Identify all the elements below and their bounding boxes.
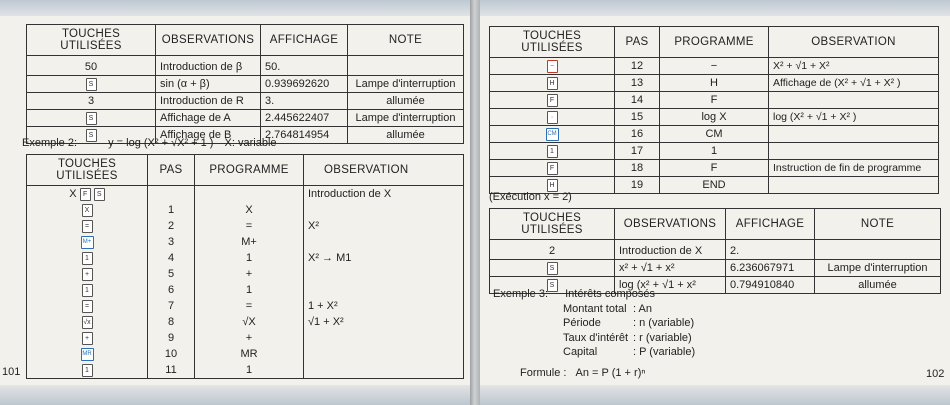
- calculator-key-icon: ·: [547, 111, 558, 124]
- program-cell: H: [660, 75, 769, 92]
- obs-cell: [304, 346, 464, 362]
- table-row: [27, 362, 464, 379]
- table-header: [490, 27, 939, 58]
- display-cell: 6.236067971: [726, 260, 815, 277]
- definition-term: Montant total: [563, 302, 627, 315]
- definition-term: Capital: [563, 346, 598, 358]
- obs-cell: x² + √1 + x²: [615, 260, 726, 277]
- note-cell: allumée: [815, 277, 941, 294]
- key-cell: [490, 58, 615, 75]
- calculator-key-icon: M+: [81, 236, 94, 249]
- obs-cell: Affichage de (X² + √1 + X² ): [769, 75, 939, 92]
- formula: An = P (1 + r)ⁿ: [575, 366, 646, 379]
- note-cell: allumée: [348, 93, 464, 110]
- calculator-key-icon: √x: [82, 316, 93, 329]
- note-cell: Lampe d'interruption: [348, 76, 464, 93]
- col-header: PAS: [615, 27, 660, 58]
- calculator-key-icon: 1: [547, 145, 558, 158]
- step-cell: 10: [148, 346, 195, 362]
- program-cell: 1: [195, 282, 304, 298]
- step-cell: 9: [148, 330, 195, 346]
- table-row: [27, 218, 464, 234]
- display-cell: 0.939692620: [261, 76, 348, 93]
- display-cell: 0.794910840: [726, 277, 815, 294]
- calculator-key-icon: 1: [82, 364, 93, 377]
- table-row: [490, 260, 941, 277]
- obs-cell: [304, 330, 464, 346]
- page-number: 101: [2, 366, 21, 378]
- col-header: NOTE: [815, 209, 941, 240]
- step-cell: 2: [148, 218, 195, 234]
- example-label: Exemple 3:: [493, 288, 549, 300]
- obs-cell: X² + √1 + X²: [769, 58, 939, 75]
- key-cell: 50: [27, 56, 156, 76]
- obs-cell: [769, 92, 939, 109]
- key-label: X: [69, 188, 77, 200]
- example-3: [493, 287, 695, 380]
- program-cell: +: [195, 266, 304, 282]
- example-title: Intérêts composés: [565, 288, 655, 300]
- program-table-1: [26, 154, 464, 379]
- execution-note: (Exécution x = 2): [489, 191, 572, 203]
- calculator-key-icon: 1: [82, 284, 93, 297]
- step-cell: 8: [148, 314, 195, 330]
- col-header: TOUCHES UTILISÉES: [490, 209, 615, 240]
- program-cell: 1: [660, 143, 769, 160]
- definition-row: [493, 316, 695, 331]
- program-cell: 1: [195, 250, 304, 266]
- key-cell: [27, 250, 148, 266]
- example-variable: X: variable: [224, 137, 277, 149]
- key-cell: [27, 314, 148, 330]
- calculator-key-icon: F: [547, 94, 558, 107]
- obs-cell: X² → M1: [304, 250, 464, 266]
- key-cell: [27, 76, 156, 93]
- shift-key-icon: S: [547, 262, 558, 275]
- program-cell: F: [660, 92, 769, 109]
- program-cell: MR: [195, 346, 304, 362]
- obs-cell: [769, 126, 939, 143]
- table-row: [490, 58, 939, 75]
- program-cell: √X: [195, 314, 304, 330]
- example-formula: y = log (X² + √X² + 1 ): [108, 137, 214, 149]
- step-cell: 3: [148, 234, 195, 250]
- step-cell: 16: [615, 126, 660, 143]
- calculator-key-icon: =: [82, 220, 93, 233]
- obs-cell: [304, 202, 464, 218]
- calculator-key-icon: +: [82, 332, 93, 345]
- col-header: PROGRAMME: [660, 27, 769, 58]
- example-2-caption: [22, 137, 277, 149]
- example-3-title-row: [493, 287, 695, 302]
- table-header: [27, 25, 464, 56]
- col-header: TOUCHES UTILISÉES: [27, 155, 148, 186]
- program-cell: −: [660, 58, 769, 75]
- table-row: [27, 330, 464, 346]
- definition-value: : r (variable): [633, 331, 692, 344]
- key-cell: [490, 126, 615, 143]
- example-label: Exemple 2:: [22, 137, 78, 149]
- program-cell: [195, 186, 304, 203]
- col-header: PAS: [148, 155, 195, 186]
- program-cell: END: [660, 177, 769, 194]
- obs-cell: sin (α + β): [156, 76, 261, 93]
- col-header: TOUCHES UTILISÉES: [27, 25, 156, 56]
- table-row: [27, 346, 464, 362]
- key-cell: [27, 266, 148, 282]
- page-edge-shadow: [0, 0, 470, 16]
- obs-cell: Introduction de X: [304, 186, 464, 203]
- obs-cell: X²: [304, 218, 464, 234]
- program-cell: CM: [660, 126, 769, 143]
- table-row: [27, 282, 464, 298]
- col-header: TOUCHES UTILISÉES: [490, 27, 615, 58]
- key-cell: [27, 362, 148, 379]
- program-cell: M+: [195, 234, 304, 250]
- program-cell: F: [660, 160, 769, 177]
- definition-value: : An: [633, 302, 652, 315]
- col-header: OBSERVATION: [769, 27, 939, 58]
- table-row: [27, 234, 464, 250]
- display-cell: 2.764814954: [261, 127, 348, 144]
- obs-cell: Instruction de fin de programme: [769, 160, 939, 177]
- col-header: AFFICHAGE: [261, 25, 348, 56]
- col-header: OBSERVATION: [304, 155, 464, 186]
- definition-value: : n (variable): [633, 317, 695, 329]
- step-cell: [148, 186, 195, 203]
- obs-cell: log (X² + √1 + X² ): [769, 109, 939, 126]
- program-cell: 1: [195, 362, 304, 379]
- definition-term: Taux d'intérêt: [563, 331, 629, 344]
- shift-key-icon: S: [86, 78, 97, 91]
- calculator-key-icon: −: [547, 60, 558, 73]
- obs-cell: [769, 143, 939, 160]
- col-header: OBSERVATIONS: [156, 25, 261, 56]
- key-cell: [27, 110, 156, 127]
- table-row: [27, 298, 464, 314]
- display-cell: 50.: [261, 56, 348, 76]
- key-cell: 3: [27, 93, 156, 110]
- calculator-key-icon: F: [547, 162, 558, 175]
- note-cell: allumée: [348, 127, 464, 144]
- results-table-2: [489, 208, 941, 294]
- step-cell: 17: [615, 143, 660, 160]
- table-row: [490, 240, 941, 260]
- step-cell: 11: [148, 362, 195, 379]
- program-cell: +: [195, 330, 304, 346]
- book-gutter: [470, 0, 480, 405]
- col-header: AFFICHAGE: [726, 209, 815, 240]
- program-rows: [27, 202, 464, 379]
- key-cell: [27, 330, 148, 346]
- page-edge-shadow: [480, 385, 950, 405]
- step-cell: 6: [148, 282, 195, 298]
- definition-row: [493, 331, 695, 346]
- step-cell: 12: [615, 58, 660, 75]
- note-cell: Lampe d'interruption: [348, 110, 464, 127]
- calculator-key-icon: 1: [82, 252, 93, 265]
- calculator-key-icon: H: [547, 77, 558, 90]
- step-cell: 14: [615, 92, 660, 109]
- calculator-key-icon: +: [82, 268, 93, 281]
- key-cell: [27, 202, 148, 218]
- calculator-key-icon: CM: [546, 128, 559, 141]
- results-table-1: [26, 24, 464, 144]
- key-cell: [27, 234, 148, 250]
- table-row: [27, 250, 464, 266]
- shift-key-icon: S: [86, 129, 97, 142]
- obs-cell: √1 + X²: [304, 314, 464, 330]
- obs-cell: [304, 362, 464, 379]
- step-cell: 19: [615, 177, 660, 194]
- obs-cell: Introduction de β: [156, 56, 261, 76]
- table-header: [27, 155, 464, 186]
- program-cell: =: [195, 298, 304, 314]
- page-edge-shadow: [0, 385, 470, 405]
- note-cell: Lampe d'interruption: [815, 260, 941, 277]
- shift-key-icon: S: [547, 279, 558, 292]
- obs-cell: [769, 177, 939, 194]
- formula-label: Formule :: [520, 366, 567, 379]
- key-cell: [490, 143, 615, 160]
- display-cell: 3.: [261, 93, 348, 110]
- table-row: [27, 56, 464, 76]
- display-cell: 2.445622407: [261, 110, 348, 127]
- table-row: [490, 126, 939, 143]
- shift-key-icon: S: [86, 112, 97, 125]
- program-cell: log X: [660, 109, 769, 126]
- note-cell: [815, 240, 941, 260]
- obs-cell: Affichage de B: [156, 127, 261, 144]
- table-row: [27, 76, 464, 93]
- table-row: [490, 109, 939, 126]
- definition-value: : P (variable): [633, 346, 696, 358]
- function-key-icon: F: [80, 188, 91, 201]
- page-edge-shadow: [480, 0, 950, 16]
- table-header: [490, 209, 941, 240]
- obs-cell: 1 + X²: [304, 298, 464, 314]
- key-cell: [490, 109, 615, 126]
- program-table-2: [489, 26, 939, 194]
- table-row: [27, 266, 464, 282]
- obs-cell: Introduction de R: [156, 93, 261, 110]
- step-cell: 7: [148, 298, 195, 314]
- key-cell: [27, 218, 148, 234]
- key-cell: [490, 260, 615, 277]
- key-cell: [490, 92, 615, 109]
- table-row: [490, 75, 939, 92]
- page-number: 102: [926, 368, 945, 380]
- step-cell: 13: [615, 75, 660, 92]
- step-cell: 4: [148, 250, 195, 266]
- left-page: [0, 0, 470, 405]
- calculator-key-icon: H: [547, 179, 558, 192]
- note-cell: [348, 56, 464, 76]
- key-cell: [27, 282, 148, 298]
- col-header: NOTE: [348, 25, 464, 56]
- table-row: [27, 186, 464, 203]
- example-3-definitions: [493, 302, 695, 360]
- program-rows: [490, 58, 939, 194]
- obs-cell: [304, 234, 464, 250]
- program-cell: X: [195, 202, 304, 218]
- obs-cell: log (x² + √1 + x²: [615, 277, 726, 294]
- shift-key-icon: S: [94, 188, 105, 201]
- obs-cell: [304, 266, 464, 282]
- step-cell: 5: [148, 266, 195, 282]
- program-cell: =: [195, 218, 304, 234]
- table-row: [27, 110, 464, 127]
- right-page: [480, 0, 950, 405]
- table-row: [27, 202, 464, 218]
- key-cell: [27, 186, 148, 203]
- definition-row: [493, 345, 695, 360]
- step-cell: 18: [615, 160, 660, 177]
- key-cell: [27, 346, 148, 362]
- key-cell: [490, 160, 615, 177]
- key-cell: [27, 298, 148, 314]
- step-cell: 15: [615, 109, 660, 126]
- table-row: [490, 160, 939, 177]
- key-cell: [490, 75, 615, 92]
- table-row: [27, 93, 464, 110]
- definition-term: Période: [563, 317, 601, 329]
- calculator-key-icon: =: [82, 300, 93, 313]
- table-row: [490, 92, 939, 109]
- obs-cell: Affichage de A: [156, 110, 261, 127]
- definition-row: [493, 302, 695, 317]
- table-row: [27, 314, 464, 330]
- step-cell: 1: [148, 202, 195, 218]
- calculator-key-icon: X: [82, 204, 93, 217]
- calculator-key-icon: MR: [81, 348, 94, 361]
- key-cell: 2: [490, 240, 615, 260]
- formula-row: [493, 366, 695, 381]
- display-cell: 2.: [726, 240, 815, 260]
- obs-cell: Introduction de X: [615, 240, 726, 260]
- col-header: OBSERVATIONS: [615, 209, 726, 240]
- col-header: PROGRAMME: [195, 155, 304, 186]
- table-row: [490, 143, 939, 160]
- obs-cell: [304, 282, 464, 298]
